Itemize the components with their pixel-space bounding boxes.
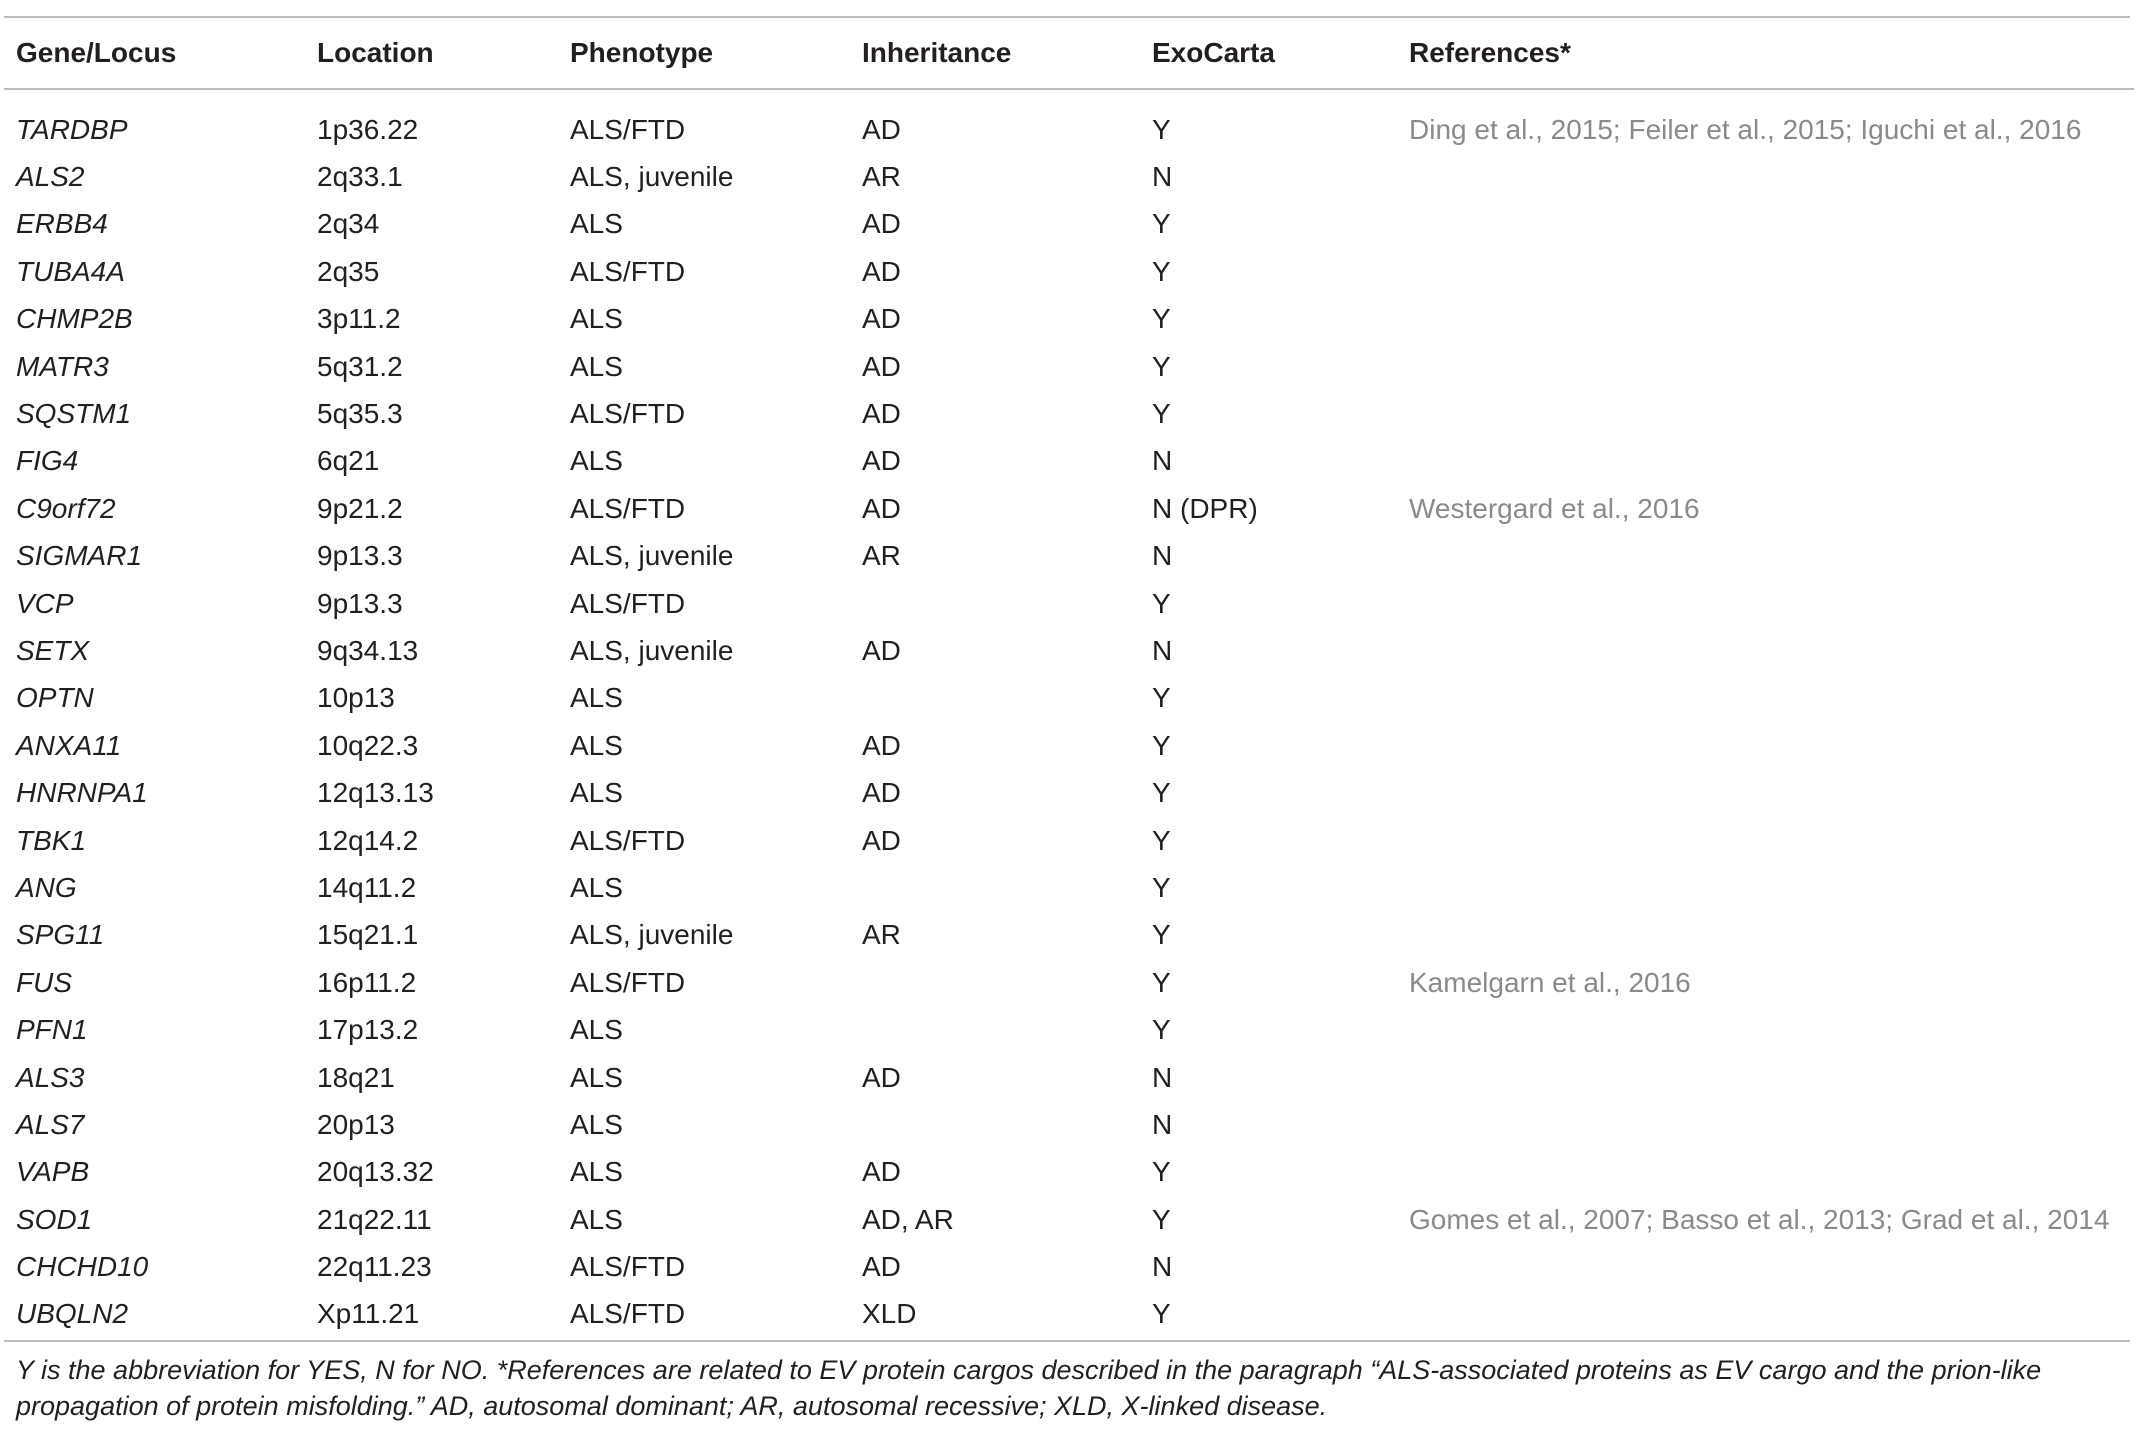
cell-references <box>1397 248 2134 295</box>
cell-location: 22q11.23 <box>317 1251 432 1283</box>
cell-exocarta: N <box>1152 540 1173 572</box>
cell-location: 12q14.2 <box>317 824 419 856</box>
cell-phenotype: ALS/FTD <box>570 587 686 619</box>
cell-gene: FIG4 <box>16 445 79 477</box>
cell-references <box>1397 864 2134 911</box>
cell-inheritance: AD <box>862 208 901 240</box>
cell-phenotype: ALS <box>570 1014 623 1046</box>
cell-exocarta: Y <box>1152 1298 1171 1330</box>
cell-references <box>1397 769 2134 816</box>
cell-inheritance: AD <box>862 1061 901 1093</box>
cell-inheritance: AR <box>862 919 901 951</box>
cell-gene: ALS2 <box>16 161 85 193</box>
cell-inheritance <box>850 864 1140 911</box>
cell-location: 2q33.1 <box>317 161 403 193</box>
cell-gene: VAPB <box>16 1156 90 1188</box>
cell-inheritance: AD <box>862 350 901 382</box>
cell-exocarta: Y <box>1152 871 1171 903</box>
cell-inheritance: AD <box>862 445 901 477</box>
cell-inheritance: AD <box>862 1251 901 1283</box>
cell-gene: CHMP2B <box>16 303 133 335</box>
cell-references <box>1397 1291 2134 1338</box>
cell-phenotype: ALS, juvenile <box>570 919 734 951</box>
table-row <box>4 912 2134 959</box>
cell-phenotype: ALS <box>570 208 623 240</box>
cell-exocarta: Y <box>1152 824 1171 856</box>
cell-inheritance: AD <box>862 1156 901 1188</box>
cell-gene: SETX <box>16 634 90 666</box>
cell-exocarta: Y <box>1152 113 1171 145</box>
cell-exocarta: Y <box>1152 208 1171 240</box>
table-row <box>4 153 2134 200</box>
gene-table-container <box>0 16 2139 1338</box>
table-row <box>4 722 2134 769</box>
cell-phenotype: ALS <box>570 682 623 714</box>
cell-exocarta: N <box>1152 445 1173 477</box>
cell-inheritance: AR <box>862 161 901 193</box>
cell-location: 16p11.2 <box>317 966 417 998</box>
cell-phenotype: ALS <box>570 1061 623 1093</box>
cell-references <box>1397 817 2134 864</box>
table-row <box>4 533 2134 580</box>
cell-exocarta: Y <box>1152 1014 1171 1046</box>
cell-references <box>1397 1006 2134 1053</box>
cell-exocarta: Y <box>1152 587 1171 619</box>
cell-phenotype: ALS/FTD <box>570 492 686 524</box>
cell-phenotype: ALS/FTD <box>570 966 686 998</box>
cell-inheritance <box>850 1006 1140 1053</box>
cell-location: 9p21.2 <box>317 492 403 524</box>
table-footnote <box>16 1352 2116 1424</box>
cell-references <box>1397 627 2134 674</box>
cell-exocarta: Y <box>1152 1203 1171 1235</box>
cell-exocarta: N <box>1152 161 1173 193</box>
cell-references <box>1397 580 2134 627</box>
cell-inheritance: AD <box>862 255 901 287</box>
cell-gene: UBQLN2 <box>16 1298 129 1330</box>
table-row <box>4 627 2134 674</box>
header-gene-locus: Gene/Locus <box>16 37 177 68</box>
table-row <box>4 675 2134 722</box>
table-row <box>4 1196 2134 1243</box>
cell-inheritance: XLD <box>862 1298 917 1330</box>
table-row <box>4 959 2134 1006</box>
cell-gene: HNRNPA1 <box>16 777 148 809</box>
cell-phenotype: ALS/FTD <box>570 824 686 856</box>
cell-phenotype: ALS/FTD <box>570 1298 686 1330</box>
cell-exocarta: Y <box>1152 777 1171 809</box>
cell-phenotype: ALS <box>570 445 623 477</box>
cell-references <box>1397 1101 2134 1148</box>
cell-phenotype: ALS <box>570 777 623 809</box>
table-row <box>4 438 2134 485</box>
table-row <box>4 817 2134 864</box>
cell-location: 21q22.11 <box>317 1203 432 1235</box>
table-row <box>4 1243 2134 1290</box>
header-location: Location <box>317 37 434 68</box>
header-exocarta: ExoCarta <box>1152 37 1275 68</box>
cell-exocarta: Y <box>1152 1156 1171 1188</box>
cell-references <box>1397 153 2134 200</box>
cell-references <box>1397 675 2134 722</box>
cell-location: 10q22.3 <box>317 729 419 761</box>
cell-gene: FUS <box>16 966 72 998</box>
cell-gene: OPTN <box>16 682 94 714</box>
cell-phenotype: ALS, juvenile <box>570 540 734 572</box>
cell-location: 9q34.13 <box>317 634 419 666</box>
table-row <box>4 769 2134 816</box>
cell-location: 5q31.2 <box>317 350 403 382</box>
cell-references <box>1397 1149 2134 1196</box>
cell-location: 20q13.32 <box>317 1156 434 1188</box>
table-row <box>4 580 2134 627</box>
cell-location: 15q21.1 <box>317 919 419 951</box>
table-row <box>4 390 2134 437</box>
cell-location: 6q21 <box>317 445 380 477</box>
header-references: References* <box>1409 37 1571 68</box>
cell-exocarta: Y <box>1152 919 1171 951</box>
cell-exocarta: Y <box>1152 729 1171 761</box>
cell-location: 20p13 <box>317 1108 395 1140</box>
cell-gene: ANG <box>16 871 77 903</box>
cell-references <box>1397 438 2134 485</box>
cell-exocarta: N <box>1152 1061 1173 1093</box>
header-phenotype: Phenotype <box>570 37 714 68</box>
cell-references <box>1397 343 2134 390</box>
cell-gene: SPG11 <box>16 919 105 951</box>
cell-inheritance: AR <box>862 540 901 572</box>
cell-inheritance: AD <box>862 492 901 524</box>
footnote-line-2: propagation of protein misfolding.” AD, autosomal dominant; AR, autosomal recessive; XLD, X-linked disease. <box>16 1391 1328 1421</box>
cell-gene: PFN1 <box>16 1014 88 1046</box>
table-row <box>4 1149 2134 1196</box>
cell-inheritance: AD <box>862 729 901 761</box>
cell-gene: C9orf72 <box>16 492 116 524</box>
cell-references: Kamelgarn et al., 2016 <box>1409 966 1691 998</box>
cell-exocarta: N (DPR) <box>1152 492 1258 524</box>
cell-inheritance: AD <box>862 303 901 335</box>
cell-phenotype: ALS, juvenile <box>570 161 734 193</box>
cell-location: 10p13 <box>317 682 395 714</box>
cell-gene: SOD1 <box>16 1203 93 1235</box>
cell-references: Ding et al., 2015; Feiler et al., 2015; Iguchi et al., 2016 <box>1409 113 2082 145</box>
cell-exocarta: Y <box>1152 398 1171 430</box>
table-row <box>4 1006 2134 1053</box>
table-row <box>4 864 2134 911</box>
cell-inheritance: AD <box>862 634 901 666</box>
cell-location: 1p36.22 <box>317 113 419 145</box>
cell-gene: ERBB4 <box>16 208 108 240</box>
cell-phenotype: ALS <box>570 871 623 903</box>
header-inheritance: Inheritance <box>862 37 1012 68</box>
cell-exocarta: Y <box>1152 350 1171 382</box>
cell-exocarta: Y <box>1152 966 1171 998</box>
cell-references <box>1397 390 2134 437</box>
cell-gene: TUBA4A <box>16 255 125 287</box>
cell-gene: ALS7 <box>16 1108 85 1140</box>
table-row <box>4 485 2134 532</box>
cell-location: 14q11.2 <box>317 871 417 903</box>
cell-inheritance: AD <box>862 113 901 145</box>
cell-phenotype: ALS/FTD <box>570 1251 686 1283</box>
cell-phenotype: ALS <box>570 1156 623 1188</box>
table-row <box>4 296 2134 343</box>
cell-inheritance <box>850 675 1140 722</box>
footnote-line-1: Y is the abbreviation for YES, N for NO. *References are related to EV protein cargos described in the paragraph “ALS-associated proteins as EV cargo and the prion-like <box>16 1355 2042 1385</box>
cell-gene: ALS3 <box>16 1061 85 1093</box>
cell-references <box>1397 1243 2134 1290</box>
bottom-rule <box>4 1340 2130 1342</box>
cell-exocarta: Y <box>1152 682 1171 714</box>
cell-location: 18q21 <box>317 1061 395 1093</box>
cell-references: Westergard et al., 2016 <box>1409 492 1700 524</box>
cell-inheritance: AD, AR <box>862 1203 954 1235</box>
cell-phenotype: ALS/FTD <box>570 398 686 430</box>
table-row <box>4 1054 2134 1101</box>
cell-gene: TARDBP <box>16 113 128 145</box>
cell-exocarta: Y <box>1152 255 1171 287</box>
cell-inheritance <box>850 959 1140 1006</box>
cell-exocarta: N <box>1152 634 1173 666</box>
cell-location: 9p13.3 <box>317 540 403 572</box>
cell-phenotype: ALS <box>570 1108 623 1140</box>
cell-location: 3p11.2 <box>317 303 401 335</box>
cell-inheritance <box>850 580 1140 627</box>
cell-gene: MATR3 <box>16 350 109 382</box>
cell-references <box>1397 1054 2134 1101</box>
cell-phenotype: ALS <box>570 350 623 382</box>
cell-location: Xp11.21 <box>317 1298 420 1330</box>
cell-exocarta: N <box>1152 1251 1173 1283</box>
cell-phenotype: ALS <box>570 1203 623 1235</box>
table-row <box>4 201 2134 248</box>
cell-references <box>1397 722 2134 769</box>
cell-inheritance: AD <box>862 777 901 809</box>
cell-exocarta: Y <box>1152 303 1171 335</box>
cell-gene: ANXA11 <box>16 729 122 761</box>
cell-phenotype: ALS <box>570 729 623 761</box>
cell-location: 12q13.13 <box>317 777 434 809</box>
cell-phenotype: ALS, juvenile <box>570 634 734 666</box>
cell-inheritance: AD <box>862 824 901 856</box>
table-row <box>4 343 2134 390</box>
table-row <box>4 90 2134 153</box>
cell-exocarta: N <box>1152 1108 1173 1140</box>
cell-location: 2q35 <box>317 255 380 287</box>
cell-references <box>1397 296 2134 343</box>
table-header-row <box>4 18 2134 89</box>
cell-gene: SQSTM1 <box>16 398 132 430</box>
cell-location: 5q35.3 <box>317 398 403 430</box>
cell-phenotype: ALS/FTD <box>570 255 686 287</box>
table-row <box>4 1101 2134 1148</box>
cell-references <box>1397 201 2134 248</box>
cell-phenotype: ALS <box>570 303 623 335</box>
cell-location: 2q34 <box>317 208 380 240</box>
cell-gene: SIGMAR1 <box>16 540 143 572</box>
cell-inheritance <box>850 1101 1140 1148</box>
cell-references: Gomes et al., 2007; Basso et al., 2013; Grad et al., 2014 <box>1409 1203 2110 1235</box>
cell-phenotype: ALS/FTD <box>570 113 686 145</box>
cell-gene: CHCHD10 <box>16 1251 149 1283</box>
table-row <box>4 248 2134 295</box>
cell-references <box>1397 533 2134 580</box>
table-body <box>4 90 2134 1338</box>
gene-table <box>4 18 2134 1338</box>
cell-references <box>1397 912 2134 959</box>
cell-inheritance: AD <box>862 398 901 430</box>
cell-location: 9p13.3 <box>317 587 403 619</box>
cell-gene: TBK1 <box>16 824 87 856</box>
cell-location: 17p13.2 <box>317 1014 419 1046</box>
cell-gene: VCP <box>16 587 74 619</box>
table-row <box>4 1291 2134 1338</box>
